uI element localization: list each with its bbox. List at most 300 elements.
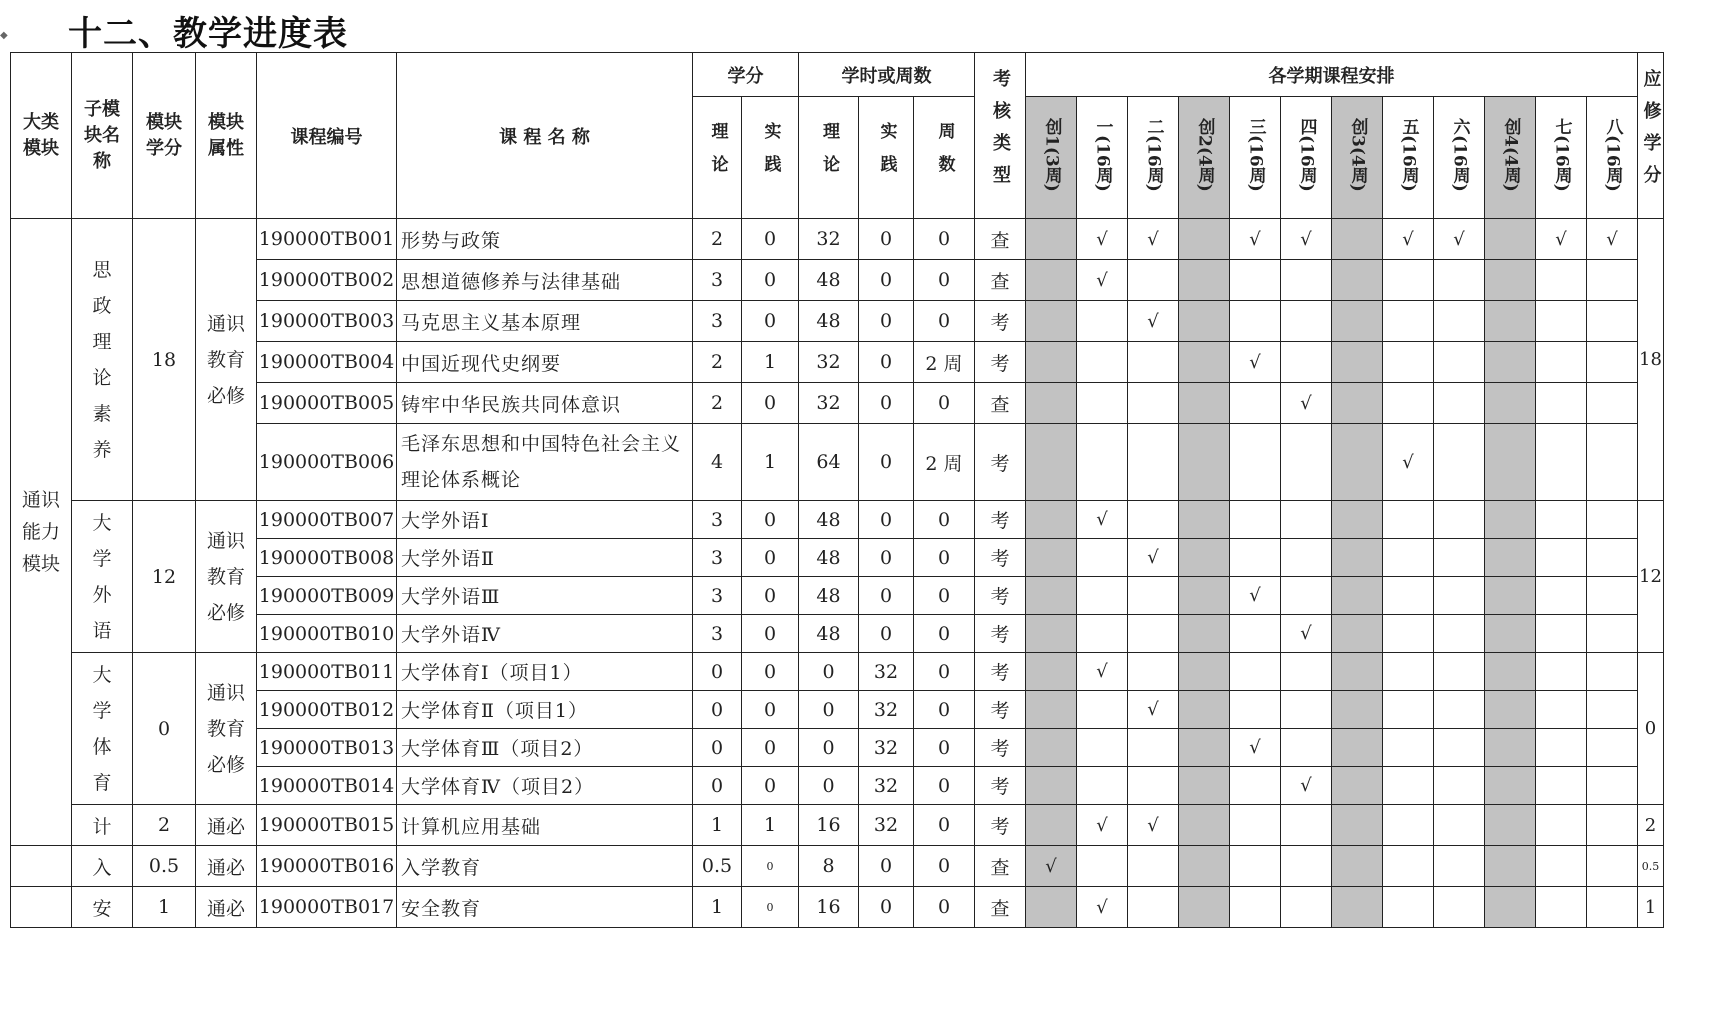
hours-weeks-cell: 0	[914, 615, 975, 653]
semester-cell	[1179, 301, 1230, 342]
hours-weeks-cell: 0	[914, 260, 975, 301]
semester-cell	[1332, 846, 1383, 887]
semester-cell	[1434, 615, 1485, 653]
semester-cell	[1485, 653, 1536, 691]
semester-cell	[1434, 846, 1485, 887]
semester-cell	[1332, 615, 1383, 653]
semester-cell	[1485, 767, 1536, 805]
semester-cell	[1332, 539, 1383, 577]
hours-theory-cell: 48	[799, 301, 859, 342]
semester-cell	[1434, 767, 1485, 805]
semester-cell	[1077, 577, 1128, 615]
module-credit-cell: 2	[133, 805, 196, 846]
credit-practice-cell: 1	[742, 424, 799, 501]
semester-cell	[1026, 219, 1077, 260]
course-code-cell: 190000TB004	[257, 342, 397, 383]
course-name-cell: 安全教育	[397, 887, 693, 928]
hours-practice-cell: 0	[859, 383, 914, 424]
hours-practice-cell: 32	[859, 767, 914, 805]
hours-practice-cell: 0	[859, 301, 914, 342]
semester-cell: √	[1077, 805, 1128, 846]
semester-cell	[1332, 691, 1383, 729]
required-credit-cell: 0.5	[1638, 846, 1664, 887]
semester-cell	[1587, 424, 1638, 501]
table-body	[11, 219, 1664, 928]
semester-cell	[1179, 219, 1230, 260]
semester-cell	[1332, 383, 1383, 424]
hours-theory-cell: 16	[799, 887, 859, 928]
header-semester-8: 五(16周)	[1383, 97, 1434, 219]
module-attr-cell: 通必	[196, 805, 257, 846]
semester-cell: √	[1587, 219, 1638, 260]
course-code-cell: 190000TB016	[257, 846, 397, 887]
semester-cell	[1485, 805, 1536, 846]
credit-theory-cell: 2	[693, 342, 742, 383]
semester-cell: √	[1434, 219, 1485, 260]
table-row	[11, 767, 1664, 805]
exam-type-cell: 考	[975, 615, 1026, 653]
submodule-cell: 入	[72, 846, 133, 887]
course-name-cell: 铸牢中华民族共同体意识	[397, 383, 693, 424]
semester-cell: √	[1077, 887, 1128, 928]
module-attr-cell: 通识教育必修	[196, 653, 257, 805]
semester-cell	[1536, 301, 1587, 342]
semester-cell	[1383, 301, 1434, 342]
submodule-cell: 大学体育	[72, 653, 133, 805]
semester-cell	[1587, 501, 1638, 539]
header-semester-5: 三(16周)	[1230, 97, 1281, 219]
semester-cell: √	[1077, 219, 1128, 260]
header-module-credit: 模块学分	[133, 53, 196, 219]
hours-practice-cell: 0	[859, 539, 914, 577]
credit-practice-cell: 0	[742, 260, 799, 301]
semester-cell	[1434, 539, 1485, 577]
table-row	[11, 219, 1664, 260]
course-name-cell: 形势与政策	[397, 219, 693, 260]
table-row	[11, 846, 1664, 887]
semester-cell: √	[1230, 342, 1281, 383]
semester-cell	[1179, 383, 1230, 424]
semester-cell	[1128, 887, 1179, 928]
semester-cell	[1485, 887, 1536, 928]
credit-practice-cell: 0	[742, 577, 799, 615]
semester-cell	[1179, 729, 1230, 767]
semester-cell	[1383, 501, 1434, 539]
bullet-marker: ◆	[0, 30, 8, 41]
hours-weeks-cell: 0	[914, 846, 975, 887]
hours-weeks-cell: 0	[914, 805, 975, 846]
semester-cell	[1383, 729, 1434, 767]
semester-cell	[1332, 767, 1383, 805]
course-name-cell: 毛泽东思想和中国特色社会主义理论体系概论	[397, 424, 693, 501]
semester-cell: √	[1128, 301, 1179, 342]
semester-cell	[1077, 424, 1128, 501]
semester-cell	[1434, 383, 1485, 424]
required-credit-cell: 2	[1638, 805, 1664, 846]
semester-cell	[1230, 767, 1281, 805]
semester-cell	[1230, 653, 1281, 691]
semester-cell	[1179, 805, 1230, 846]
semester-cell	[1434, 260, 1485, 301]
semester-cell	[1230, 805, 1281, 846]
semester-cell	[1281, 805, 1332, 846]
course-code-cell: 190000TB003	[257, 301, 397, 342]
course-name-cell: 大学外语Ⅳ	[397, 615, 693, 653]
semester-cell	[1026, 653, 1077, 691]
semester-cell	[1179, 260, 1230, 301]
hours-theory-cell: 0	[799, 691, 859, 729]
header-semester-2: 一(16周)	[1077, 97, 1128, 219]
semester-cell	[1077, 767, 1128, 805]
semester-cell	[1128, 260, 1179, 301]
credit-practice-cell: 1	[742, 342, 799, 383]
semester-cell	[1485, 301, 1536, 342]
semester-cell	[1281, 691, 1332, 729]
module-credit-cell: 0.5	[133, 846, 196, 887]
credit-theory-cell: 0	[693, 653, 742, 691]
semester-cell	[1536, 887, 1587, 928]
semester-cell	[1587, 615, 1638, 653]
semester-cell	[1434, 887, 1485, 928]
semester-cell	[1332, 301, 1383, 342]
module-credit-cell: 18	[133, 219, 196, 501]
credit-theory-cell: 0	[693, 691, 742, 729]
module-credit-cell: 12	[133, 501, 196, 653]
semester-cell	[1434, 653, 1485, 691]
required-credit-cell: 18	[1638, 219, 1664, 501]
semester-cell	[1230, 691, 1281, 729]
header-hours-group: 学时或周数	[799, 53, 975, 97]
semester-cell	[1332, 342, 1383, 383]
credit-theory-cell: 3	[693, 260, 742, 301]
semester-cell	[1128, 342, 1179, 383]
semester-cell	[1077, 615, 1128, 653]
submodule-cell: 计	[72, 805, 133, 846]
hours-weeks-cell: 0	[914, 501, 975, 539]
semester-cell	[1434, 301, 1485, 342]
semester-cell	[1128, 767, 1179, 805]
hours-weeks-cell: 0	[914, 767, 975, 805]
module-credit-cell: 1	[133, 887, 196, 928]
hours-weeks-cell: 2 周	[914, 342, 975, 383]
semester-cell	[1383, 887, 1434, 928]
credit-theory-cell: 3	[693, 301, 742, 342]
table-row	[11, 424, 1664, 501]
hours-weeks-cell: 0	[914, 301, 975, 342]
semester-cell	[1587, 539, 1638, 577]
semester-cell	[1536, 615, 1587, 653]
semester-cell: √	[1281, 615, 1332, 653]
header-semester-12: 八(16周)	[1587, 97, 1638, 219]
semester-cell	[1332, 219, 1383, 260]
course-name-cell: 大学外语Ⅲ	[397, 577, 693, 615]
semester-cell	[1281, 260, 1332, 301]
semester-cell	[1077, 729, 1128, 767]
submodule-cell: 安	[72, 887, 133, 928]
semester-cell	[1026, 424, 1077, 501]
semester-cell	[1026, 887, 1077, 928]
hours-weeks-cell: 0	[914, 383, 975, 424]
credit-practice-cell: 0	[742, 383, 799, 424]
hours-weeks-cell: 0	[914, 729, 975, 767]
exam-type-cell: 考	[975, 342, 1026, 383]
required-credit-cell: 0	[1638, 653, 1664, 805]
semester-cell	[1485, 501, 1536, 539]
header-semester-4: 创2(4周)	[1179, 97, 1230, 219]
semester-cell	[1281, 539, 1332, 577]
hours-practice-cell: 0	[859, 219, 914, 260]
course-name-cell: 入学教育	[397, 846, 693, 887]
hours-practice-cell: 0	[859, 615, 914, 653]
hours-practice-cell: 0	[859, 501, 914, 539]
semester-cell	[1230, 539, 1281, 577]
semester-cell	[1587, 887, 1638, 928]
header-semester-11: 七(16周)	[1536, 97, 1587, 219]
semester-cell	[1383, 767, 1434, 805]
semester-cell: √	[1230, 729, 1281, 767]
semester-cell	[1536, 383, 1587, 424]
semester-cell	[1383, 260, 1434, 301]
semester-cell	[1077, 342, 1128, 383]
header-credit-theory: 理论	[693, 97, 742, 219]
hours-practice-cell: 32	[859, 691, 914, 729]
semester-cell	[1128, 577, 1179, 615]
exam-type-cell: 考	[975, 539, 1026, 577]
semester-cell	[1026, 729, 1077, 767]
course-code-cell: 190000TB009	[257, 577, 397, 615]
credit-theory-cell: 0.5	[693, 846, 742, 887]
module-attr-cell: 通识教育必修	[196, 501, 257, 653]
credit-practice-cell: 1	[742, 805, 799, 846]
semester-cell	[1485, 539, 1536, 577]
semester-cell	[1383, 342, 1434, 383]
module-attr-cell: 通必	[196, 887, 257, 928]
semester-cell	[1128, 615, 1179, 653]
exam-type-cell: 考	[975, 501, 1026, 539]
semester-cell	[1128, 653, 1179, 691]
course-code-cell: 190000TB012	[257, 691, 397, 729]
header-exam-type: 考核类型	[975, 53, 1026, 219]
exam-type-cell: 考	[975, 767, 1026, 805]
exam-type-cell: 考	[975, 577, 1026, 615]
hours-theory-cell: 8	[799, 846, 859, 887]
semester-cell	[1332, 424, 1383, 501]
table-row	[11, 342, 1664, 383]
header-semester-3: 二(16周)	[1128, 97, 1179, 219]
teaching-schedule-table	[10, 52, 1664, 928]
required-credit-cell: 12	[1638, 501, 1664, 653]
hours-practice-cell: 0	[859, 887, 914, 928]
semester-cell	[1587, 691, 1638, 729]
course-code-cell: 190000TB005	[257, 383, 397, 424]
semester-cell	[1485, 691, 1536, 729]
hours-weeks-cell: 0	[914, 219, 975, 260]
course-code-cell: 190000TB015	[257, 805, 397, 846]
credit-practice-cell: 0	[742, 539, 799, 577]
header-semester-1: 创1(3周)	[1026, 97, 1077, 219]
semester-cell	[1587, 577, 1638, 615]
semester-cell	[1026, 577, 1077, 615]
semester-cell	[1485, 729, 1536, 767]
semester-cell	[1434, 805, 1485, 846]
exam-type-cell: 考	[975, 691, 1026, 729]
semester-cell	[1281, 424, 1332, 501]
semester-cell	[1026, 767, 1077, 805]
course-name-cell: 大学体育Ⅳ（项目2）	[397, 767, 693, 805]
credit-theory-cell: 3	[693, 501, 742, 539]
module-attr-cell: 通必	[196, 846, 257, 887]
hours-weeks-cell: 0	[914, 539, 975, 577]
semester-cell: √	[1383, 424, 1434, 501]
hours-theory-cell: 64	[799, 424, 859, 501]
semester-cell	[1026, 383, 1077, 424]
course-name-cell: 计算机应用基础	[397, 805, 693, 846]
table-row	[11, 577, 1664, 615]
hours-theory-cell: 0	[799, 729, 859, 767]
semester-cell	[1587, 805, 1638, 846]
semester-cell	[1587, 653, 1638, 691]
hours-practice-cell: 0	[859, 424, 914, 501]
course-code-cell: 190000TB011	[257, 653, 397, 691]
semester-cell	[1383, 615, 1434, 653]
header-hours-theory: 理论	[799, 97, 859, 219]
hours-theory-cell: 32	[799, 383, 859, 424]
credit-theory-cell: 3	[693, 615, 742, 653]
table-row	[11, 501, 1664, 539]
semester-cell	[1281, 342, 1332, 383]
hours-theory-cell: 32	[799, 219, 859, 260]
semester-cell	[1281, 846, 1332, 887]
semester-cell	[1179, 539, 1230, 577]
hours-theory-cell: 48	[799, 615, 859, 653]
semester-cell	[1179, 342, 1230, 383]
required-credit-cell: 1	[1638, 887, 1664, 928]
semester-cell	[1128, 501, 1179, 539]
semester-cell: √	[1128, 691, 1179, 729]
hours-weeks-cell: 0	[914, 691, 975, 729]
semester-cell: √	[1128, 539, 1179, 577]
semester-cell	[1434, 577, 1485, 615]
exam-type-cell: 查	[975, 383, 1026, 424]
semester-cell	[1332, 805, 1383, 846]
semester-cell	[1383, 691, 1434, 729]
semester-cell	[1332, 887, 1383, 928]
header-credit-group: 学分	[693, 53, 799, 97]
exam-type-cell: 查	[975, 887, 1026, 928]
semester-cell: √	[1281, 767, 1332, 805]
semester-cell	[1485, 424, 1536, 501]
semester-cell	[1536, 577, 1587, 615]
semester-cell	[1230, 615, 1281, 653]
semester-cell: √	[1077, 501, 1128, 539]
semester-cell	[1026, 301, 1077, 342]
table-row	[11, 301, 1664, 342]
table-row	[11, 383, 1664, 424]
course-code-cell: 190000TB008	[257, 539, 397, 577]
semester-cell	[1587, 342, 1638, 383]
submodule-cell: 大学外语	[72, 501, 133, 653]
semester-cell: √	[1383, 219, 1434, 260]
exam-type-cell: 考	[975, 424, 1026, 501]
semester-cell	[1536, 653, 1587, 691]
semester-cell	[1179, 887, 1230, 928]
semester-cell	[1281, 887, 1332, 928]
semester-cell: √	[1230, 577, 1281, 615]
semester-cell: √	[1230, 219, 1281, 260]
table-row	[11, 615, 1664, 653]
course-code-cell: 190000TB017	[257, 887, 397, 928]
hours-theory-cell: 48	[799, 501, 859, 539]
semester-cell	[1434, 501, 1485, 539]
header-semester-group: 各学期课程安排	[1026, 53, 1638, 97]
module-attr-cell: 通识教育必修	[196, 219, 257, 501]
semester-cell	[1230, 887, 1281, 928]
semester-cell	[1281, 501, 1332, 539]
semester-cell	[1179, 846, 1230, 887]
semester-cell	[1332, 729, 1383, 767]
header-course-name: 课 程 名 称	[397, 53, 693, 219]
semester-cell	[1026, 805, 1077, 846]
semester-cell	[1536, 501, 1587, 539]
hours-practice-cell: 32	[859, 805, 914, 846]
semester-cell	[1434, 342, 1485, 383]
semester-cell	[1587, 383, 1638, 424]
semester-cell	[1383, 383, 1434, 424]
hours-weeks-cell: 0	[914, 577, 975, 615]
semester-cell: √	[1281, 383, 1332, 424]
semester-cell	[1536, 260, 1587, 301]
semester-cell: √	[1128, 219, 1179, 260]
semester-cell	[1128, 729, 1179, 767]
module-credit-cell: 0	[133, 653, 196, 805]
semester-cell	[1485, 615, 1536, 653]
semester-cell	[1128, 383, 1179, 424]
category-cell-empty	[11, 846, 72, 887]
header-semester-10: 创4(4周)	[1485, 97, 1536, 219]
category-cell-empty	[11, 887, 72, 928]
semester-cell	[1179, 767, 1230, 805]
semester-cell: √	[1128, 805, 1179, 846]
semester-cell: √	[1077, 653, 1128, 691]
course-name-cell: 思想道德修养与法律基础	[397, 260, 693, 301]
semester-cell	[1230, 501, 1281, 539]
hours-theory-cell: 32	[799, 342, 859, 383]
hours-practice-cell: 0	[859, 577, 914, 615]
header-submodule: 子模块名称	[72, 53, 133, 219]
semester-cell	[1485, 577, 1536, 615]
header-semester-9: 六(16周)	[1434, 97, 1485, 219]
table-row	[11, 691, 1664, 729]
semester-cell	[1485, 219, 1536, 260]
semester-cell	[1179, 577, 1230, 615]
credit-theory-cell: 3	[693, 577, 742, 615]
semester-cell	[1383, 577, 1434, 615]
exam-type-cell: 考	[975, 729, 1026, 767]
course-code-cell: 190000TB002	[257, 260, 397, 301]
exam-type-cell: 查	[975, 260, 1026, 301]
semester-cell	[1536, 691, 1587, 729]
semester-cell	[1434, 691, 1485, 729]
semester-cell	[1383, 846, 1434, 887]
semester-cell	[1332, 653, 1383, 691]
semester-cell	[1587, 301, 1638, 342]
semester-cell	[1179, 501, 1230, 539]
semester-cell	[1026, 501, 1077, 539]
semester-cell	[1485, 383, 1536, 424]
hours-practice-cell: 32	[859, 653, 914, 691]
semester-cell	[1485, 342, 1536, 383]
category-cell: 通识能力模块	[11, 219, 72, 846]
